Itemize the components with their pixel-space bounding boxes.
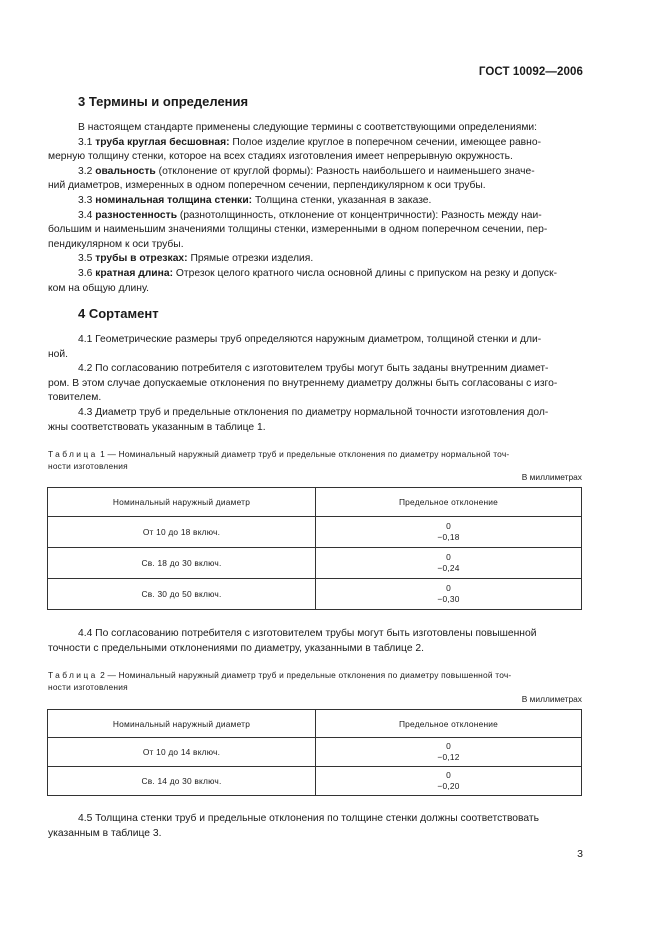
term-3-2-cont: ний диаметров, измеренных в одном поперечном сечении, перпендикулярном к оси трубы.	[48, 180, 486, 192]
term-name: овальность	[95, 165, 156, 177]
header-cell-diameter: Номинальный наружный диаметр	[48, 710, 316, 738]
cell-diameter: От 10 до 18 включ.	[48, 517, 316, 548]
table-2-caption: Таблица 2 — Номинальный наружный диаметр труб и предельные отклонения по диаметру повышенной точ- ности изготовления	[48, 670, 512, 693]
document-code: ГОСТ 10092—2006	[478, 66, 583, 78]
term-3-4: 3.4 разностенность (разнотолщинность, отклонение от концентричности): Разность между наи-	[78, 209, 542, 221]
cell-deviation: 0 −0,30	[316, 579, 582, 610]
term-name: кратная длина:	[95, 267, 174, 279]
section-4-body	[48, 333, 583, 435]
cell-diameter: Св. 14 до 30 включ.	[48, 767, 316, 796]
header-cell-deviation: Предельное отклонение	[316, 488, 582, 517]
section-4-title: 4 Сортамент	[78, 306, 159, 321]
term-3-6-cont: ком на общую длину.	[48, 282, 149, 294]
para-4-3: 4.3 Диаметр труб и предельные отклонения по диаметру нормальной точности изготовления дол-	[78, 406, 549, 418]
table-row	[48, 548, 582, 579]
header-cell-diameter: Номинальный наружный диаметр	[48, 488, 316, 517]
para-4-2: 4.2 По согласованию потребителя с изготовителем трубы могут быть заданы внутренним диамет-	[78, 363, 549, 375]
para-4-3-cont: жны соответствовать указанным в таблице 1.	[48, 421, 266, 433]
term-3-6: 3.6 кратная длина: Отрезок целого кратного числа основной длины с припуском на резку и допуск-	[78, 267, 558, 279]
para-4-1: 4.1 Геометрические размеры труб определяются наружным диаметром, толщиной стенки и дли-	[78, 334, 542, 345]
section-3-intro: В настоящем стандарте применены следующие термины с соответствующими определениями:	[78, 122, 538, 133]
term-3-1: 3.1 труба круглая бесшовная: Полое изделие круглое в поперечном сечении, имеющее равно-	[78, 136, 541, 148]
table-1	[47, 487, 582, 610]
term-3-5: 3.5 трубы в отрезках: Прямые отрезки изделия.	[78, 253, 314, 265]
para-4-4-cont: точности с предельными отклонениями по диаметру, указанными в таблице 2.	[48, 642, 425, 654]
table-header-row	[48, 488, 582, 517]
term-3-2: 3.2 овальность (отклонение от круглой формы): Разность наибольшего и наименьшего значе-	[78, 165, 535, 177]
term-3-1-cont: мерную толщину стенки, которое на всех стадиях изготовления имеет непрерывную окружность.	[48, 151, 513, 163]
para-4-5-cont: указанным в таблице 3.	[48, 827, 162, 839]
para-4-2-cont: ром. В этом случае допускаемые отклонения по внутреннему диаметру должны быть согласованы с изго-	[48, 377, 558, 389]
cell-deviation: 0 −0,24	[316, 548, 582, 579]
para-4-1-cont: ной.	[48, 348, 69, 360]
para-4-5-block	[48, 812, 583, 841]
table-row	[48, 517, 582, 548]
table-row	[48, 738, 582, 767]
cell-deviation: 0 −0,20	[316, 767, 582, 796]
header-cell-deviation: Предельное отклонение	[316, 710, 582, 738]
cell-deviation: 0 −0,18	[316, 517, 582, 548]
para-4-4: 4.4 По согласованию потребителя с изготовителем трубы могут быть изготовлены повышенной	[78, 628, 537, 639]
para-4-5: 4.5 Толщина стенки труб и предельные отклонения по толщине стенки должны соответствовать	[78, 813, 539, 824]
cell-diameter: От 10 до 14 включ.	[48, 738, 316, 767]
para-4-4-block	[48, 627, 583, 656]
table-row	[48, 767, 582, 796]
cell-diameter: Св. 18 до 30 включ.	[48, 548, 316, 579]
cell-diameter: Св. 30 до 50 включ.	[48, 579, 316, 610]
para-4-2-cont2: товителем.	[48, 392, 102, 404]
cell-deviation: 0 −0,12	[316, 738, 582, 767]
term-3-4-cont2: пендикулярном к оси трубы.	[48, 238, 184, 250]
term-3-3: 3.3 номинальная толщина стенки: Толщина стенки, указанная в заказе.	[78, 194, 432, 206]
term-3-4-cont: большим и наименьшим значениями толщины стенки, измеренными в одном поперечном сечении, пер-	[48, 224, 548, 236]
table-header-row	[48, 710, 582, 738]
term-name: разностенность	[95, 209, 178, 221]
table-row	[48, 579, 582, 610]
page-number: 3	[577, 848, 583, 860]
table-1-units: В миллиметрах	[521, 472, 582, 482]
section-3-body	[48, 121, 583, 296]
term-name: труба круглая бесшовная:	[95, 136, 230, 148]
table-1-caption: Таблица 1 — Номинальный наружный диаметр труб и предельные отклонения по диаметру нормальной точ- ности изготовления	[48, 449, 510, 472]
term-name: номинальная толщина стенки:	[95, 194, 253, 206]
section-3-title: 3 Термины и определения	[78, 94, 249, 109]
term-name: трубы в отрезках:	[95, 253, 188, 265]
table-2-units: В миллиметрах	[521, 694, 582, 704]
table-2	[47, 709, 582, 796]
